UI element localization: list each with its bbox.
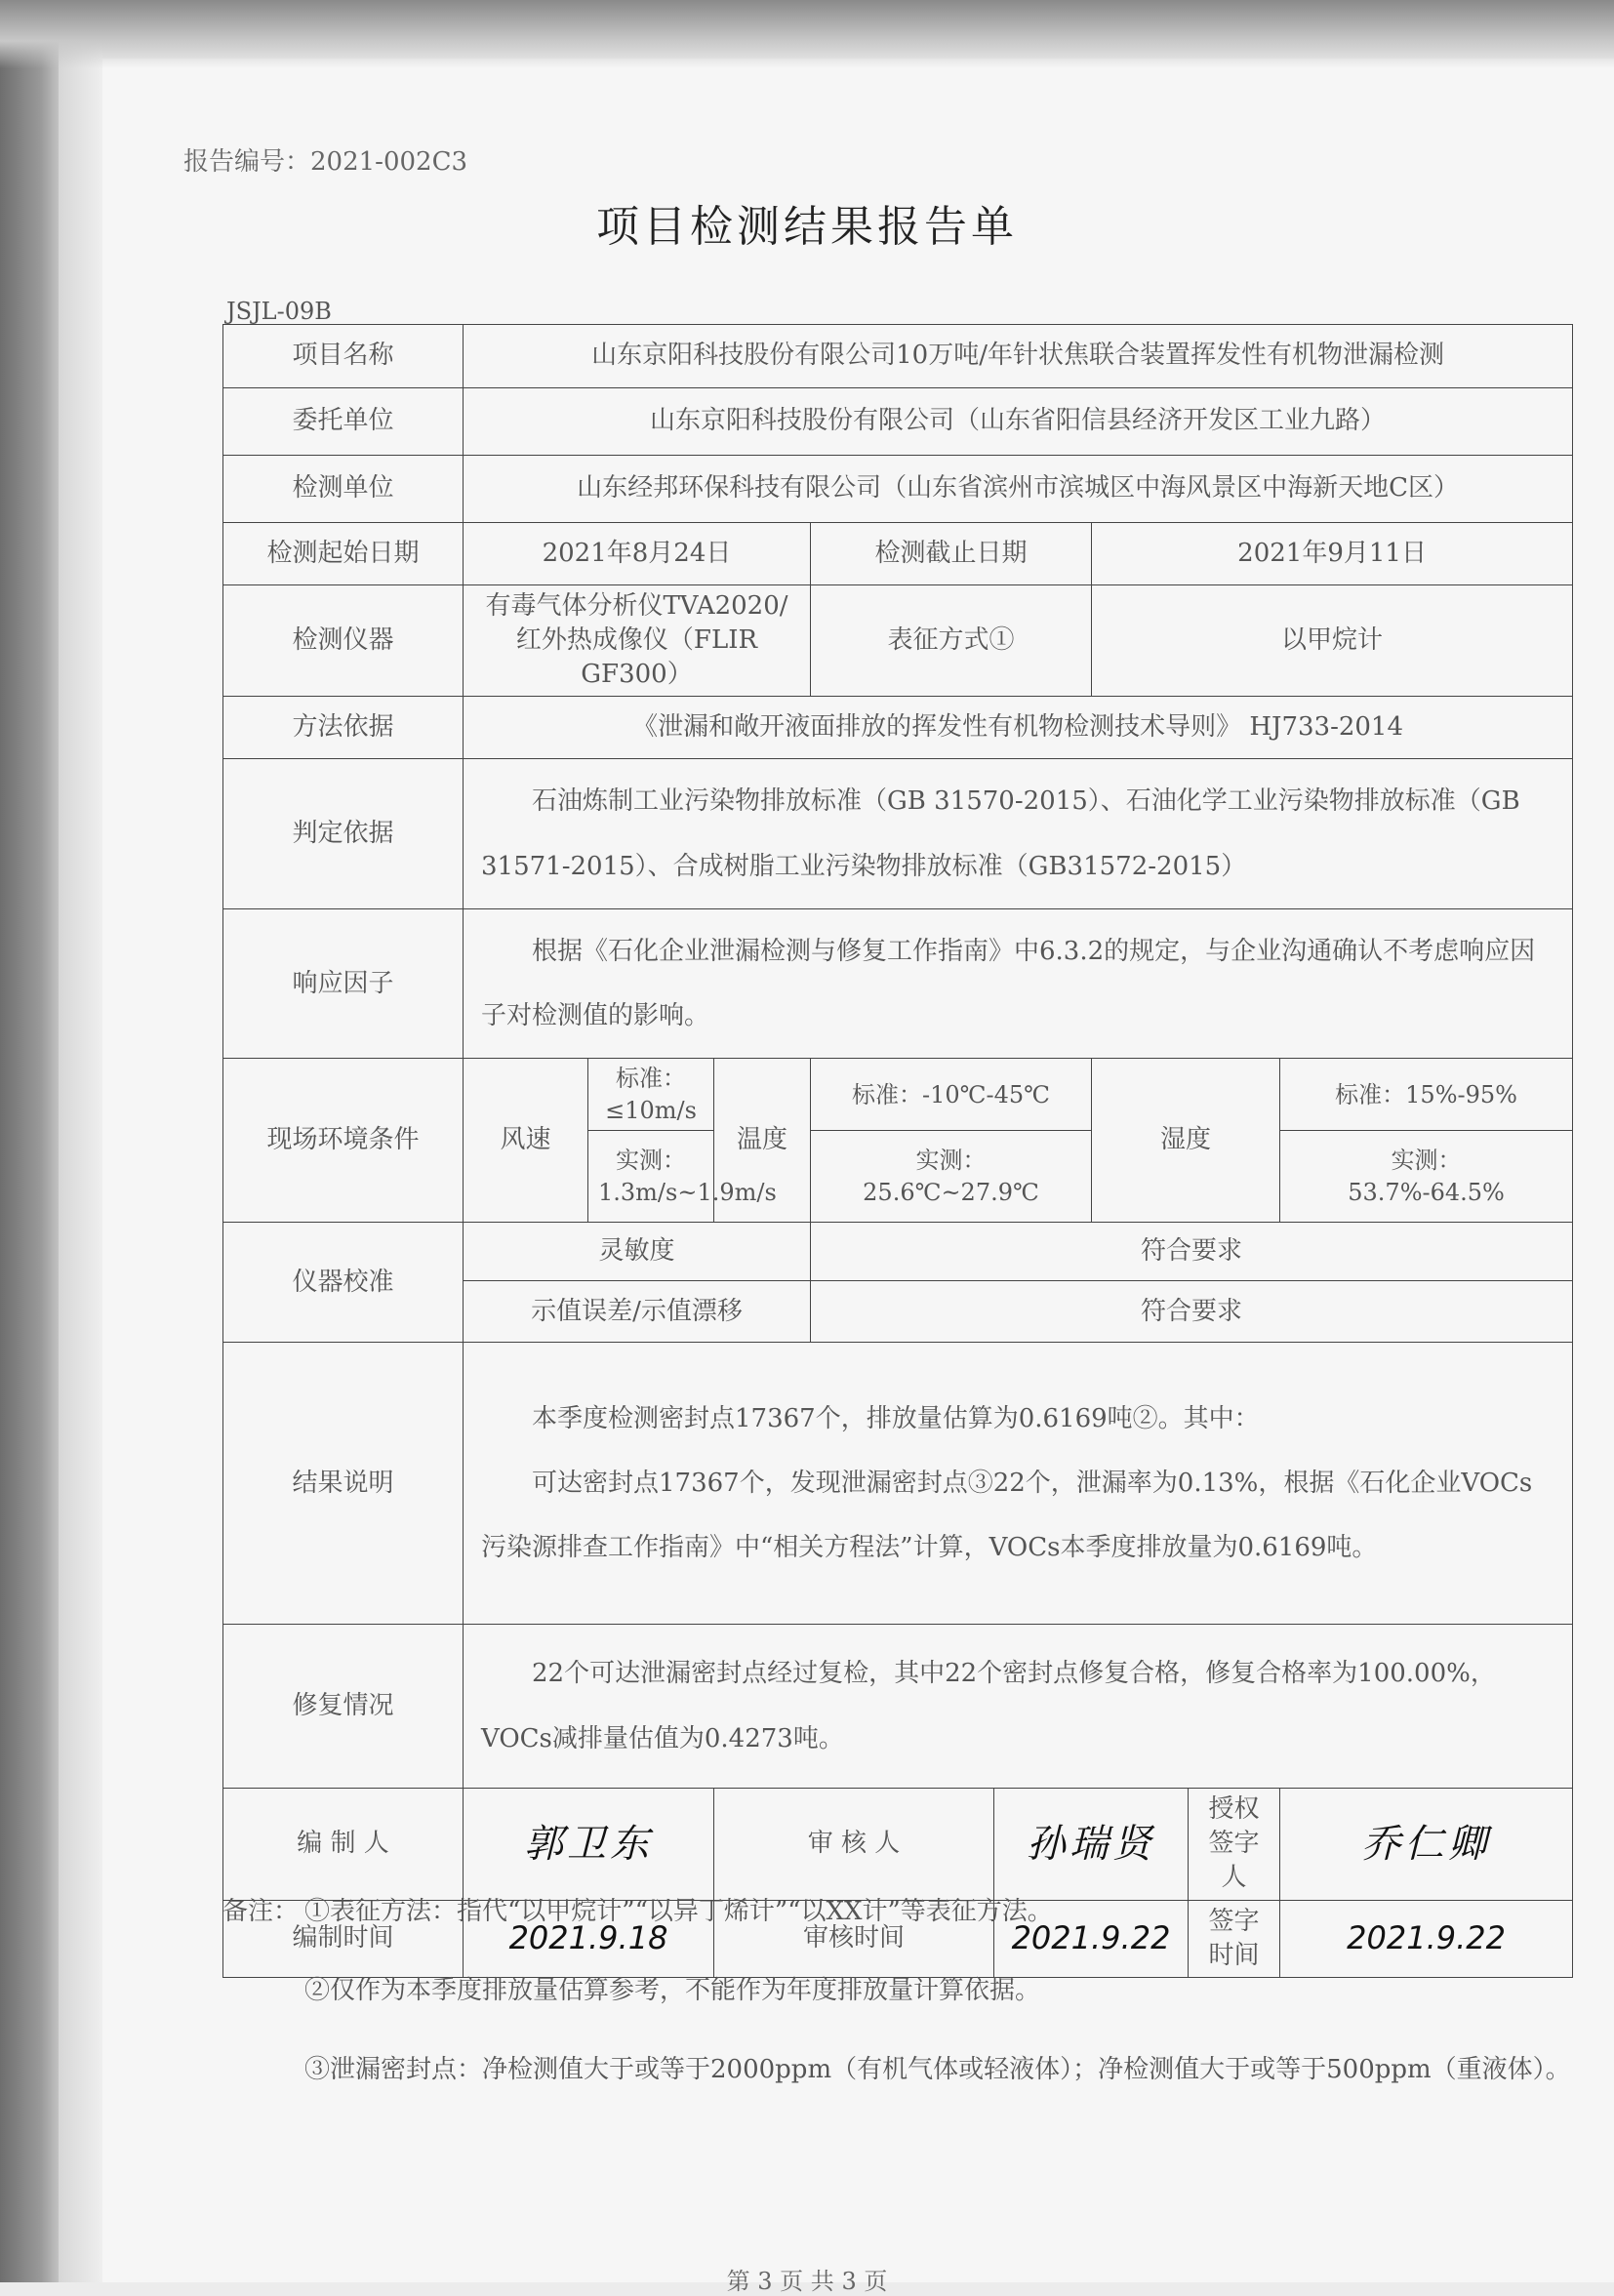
method-value: 《泄漏和敞开液面排放的挥发性有机物检测技术导则》 HJ733-2014	[464, 697, 1573, 759]
client-label: 委托单位	[223, 388, 464, 456]
tester-label: 检测单位	[223, 456, 464, 523]
reviewer-signature: 孙瑞贤	[994, 1789, 1189, 1900]
temp-measured	[811, 1131, 1092, 1223]
note-3	[222, 2051, 1589, 2089]
basis-value	[464, 759, 1573, 909]
page-footer: 第 3 页 共 3 页	[726, 2268, 888, 2295]
form-code: JSJL-09B	[226, 298, 332, 325]
note-1-text: ①表征方法：指代“以甲烷计”“以异丁烯计”“以XX计”等表征方法。	[304, 1897, 1053, 1926]
humidity-measured-value: 53.7%-64.5%	[1348, 1178, 1505, 1206]
sensitivity-value: 符合要求	[811, 1223, 1573, 1281]
row-project	[223, 325, 1573, 388]
humidity-label: 湿度	[1092, 1059, 1280, 1223]
response-text: 根据《石化企业泄漏检测与修复工作指南》中6.3.2的规定，与企业沟通确认不考虑响应因子对检测值的影响。	[481, 936, 1536, 1031]
notes-lead: 备注：	[222, 1897, 300, 1926]
wind-measured-label: 实测：	[616, 1147, 686, 1175]
tester-value: 山东经邦环保科技有限公司（山东省滨州市滨城区中海风景区中海新天地C区）	[464, 456, 1573, 523]
row-dates	[223, 523, 1573, 585]
row-signers	[223, 1789, 1573, 1900]
row-env-standard	[223, 1059, 1573, 1131]
row-basis	[223, 759, 1573, 909]
report-table	[222, 324, 1573, 1978]
project-value: 山东京阳科技股份有限公司10万吨/年针状焦联合装置挥发性有机物泄漏检测	[464, 325, 1573, 388]
start-date-label: 检测起始日期	[223, 523, 464, 585]
end-date-label: 检测截止日期	[811, 523, 1092, 585]
error-value: 符合要求	[811, 1281, 1573, 1343]
scan-binding-edge	[0, 0, 59, 2282]
temp-measured-value: 25.6℃~27.9℃	[863, 1178, 1039, 1206]
scan-page-edge	[59, 0, 102, 2282]
humidity-measured	[1280, 1131, 1573, 1223]
response-label: 响应因子	[223, 908, 464, 1059]
note-3-text: ③泄漏密封点：净检测值大于或等于2000ppm（有机气体或轻液体）；净检测值大于或等于500ppm（重液体）。	[304, 2055, 1571, 2084]
start-date-value: 2021年8月24日	[464, 523, 811, 585]
review-time-label: 审核时间	[714, 1900, 994, 1977]
wind-label: 风速	[464, 1059, 588, 1223]
result-paragraph-2: 可达密封点17367个，发现泄漏密封点③22个，泄漏率为0.13%，根据《石化企业VOCs污染源排查工作指南》中“相关方程法”计算，VOCs本季度排放量为0.6169吨。	[481, 1469, 1533, 1563]
basis-text: 石油炼制工业污染物排放标准（GB 31570-2015）、石油化学工业污染物排放标准（GB 31571-2015）、合成树脂工业污染物排放标准（GB31572-2015）	[481, 786, 1520, 881]
method-label: 方法依据	[223, 697, 464, 759]
wind-measured-value: 1.3m/s~1.9m/s	[598, 1178, 777, 1206]
row-calib-sensitivity	[223, 1223, 1573, 1281]
temp-standard: 标准：-10℃-45℃	[811, 1059, 1092, 1131]
repair-label: 修复情况	[223, 1625, 464, 1789]
authorizer-signature: 乔仁卿	[1280, 1789, 1573, 1900]
compile-time-label: 编制时间	[223, 1900, 464, 1977]
row-response	[223, 908, 1573, 1059]
end-date-value: 2021年9月11日	[1092, 523, 1573, 585]
response-value	[464, 908, 1573, 1059]
sign-time-value: 2021.9.22	[1280, 1900, 1573, 1977]
compile-time-value: 2021.9.18	[464, 1900, 714, 1977]
env-label: 现场环境条件	[223, 1059, 464, 1223]
basis-label: 判定依据	[223, 759, 464, 909]
calibration-label: 仪器校准	[223, 1223, 464, 1343]
humidity-standard: 标准：15%-95%	[1280, 1059, 1573, 1131]
instrument-value: 有毒气体分析仪TVA2020/红外热成像仪（FLIR GF300）	[464, 585, 811, 697]
notes	[222, 1893, 1589, 2130]
review-time-value: 2021.9.22	[994, 1900, 1189, 1977]
project-label: 项目名称	[223, 325, 464, 388]
error-label: 示值误差/示值漂移	[464, 1281, 811, 1343]
reviewer-label: 审 核 人	[714, 1789, 994, 1900]
row-client	[223, 388, 1573, 456]
result-label: 结果说明	[223, 1343, 464, 1625]
repair-value	[464, 1625, 1573, 1789]
characterization-value: 以甲烷计	[1092, 585, 1573, 697]
instrument-label: 检测仪器	[223, 585, 464, 697]
report-number: 报告编号：2021-002C3	[183, 147, 468, 177]
humidity-measured-label: 实测：	[1391, 1147, 1462, 1175]
client-value: 山东京阳科技股份有限公司（山东省阳信县经济开发区工业九路）	[464, 388, 1573, 456]
result-paragraph-1: 本季度检测密封点17367个，排放量估算为0.6169吨②。其中：	[532, 1403, 1260, 1433]
compiler-signature: 郭卫东	[464, 1789, 714, 1900]
temp-measured-label: 实测：	[915, 1147, 987, 1175]
characterization-label: 表征方式①	[811, 585, 1092, 697]
note-1	[222, 1893, 1589, 1931]
note-2	[222, 1972, 1589, 2010]
sensitivity-label: 灵敏度	[464, 1223, 811, 1281]
scan-top-shadow	[0, 0, 1614, 68]
row-method	[223, 697, 1573, 759]
row-repair	[223, 1625, 1573, 1789]
temp-label: 温度	[714, 1059, 811, 1223]
compiler-label: 编 制 人	[223, 1789, 464, 1900]
note-2-text: ②仅作为本季度排放量估算参考，不能作为年度排放量计算依据。	[304, 1976, 1041, 2005]
row-tester	[223, 456, 1573, 523]
result-value	[464, 1343, 1573, 1625]
page-title: 项目检测结果报告单	[596, 202, 1018, 252]
row-instrument	[223, 585, 1573, 697]
sign-time-label: 签字时间	[1189, 1900, 1280, 1977]
authorizer-label: 授权签字人	[1189, 1789, 1280, 1900]
wind-standard: 标准：≤10m/s	[588, 1059, 714, 1131]
repair-text: 22个可达泄漏密封点经过复检，其中22个密封点修复合格，修复合格率为100.00%，VOCs减排量估值为0.4273吨。	[481, 1659, 1496, 1753]
row-result	[223, 1343, 1573, 1625]
